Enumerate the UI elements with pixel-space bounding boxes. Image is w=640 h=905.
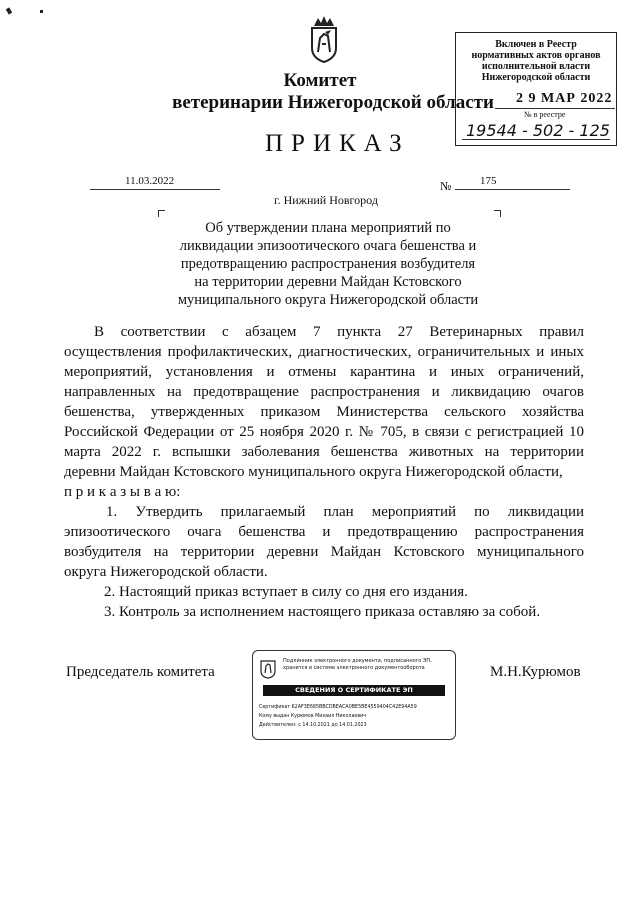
subject-line: Об утверждении плана мероприятий по xyxy=(205,220,451,236)
date-underline xyxy=(90,189,220,190)
item1-line: возбудителя на территории деревни Майдан Кстовского муниципального xyxy=(64,544,584,560)
e-signature-header-line: Подлинник электронного документа, подписанного ЭП, xyxy=(283,658,432,664)
scan-mark xyxy=(40,10,43,13)
subject-line: муниципального округа Нижегородской области xyxy=(177,292,479,308)
cert-validity: Действителен: с 14.10.2021 до 14.01.2023 xyxy=(259,723,367,728)
body-line: направленных на предотвращение распространения и ликвидацию очагов xyxy=(64,384,584,400)
item3: 3. Контроль за исполнением настоящего приказа оставляю за собой. xyxy=(104,604,541,620)
body-line: Российской Федерации от 25 ноября 2020 г. № 705, в связи с регистрацией 10 xyxy=(64,424,584,440)
number-label: № xyxy=(440,179,452,193)
stamp-reg-number: 19544 - 502 - 125 xyxy=(466,121,610,140)
bracket-right xyxy=(494,210,501,217)
stamp-date: 2 9 МАР 2022 xyxy=(516,91,613,106)
stamp-line4: Нижегородской области xyxy=(481,72,591,83)
number-underline xyxy=(455,189,570,190)
cert-owner: Кому выдан Курюмов Михаил Николаевич xyxy=(259,714,367,719)
coat-of-arms-icon xyxy=(304,14,344,64)
e-signature-stamp xyxy=(252,650,456,740)
e-signature-header xyxy=(283,658,451,672)
body-line: осуществления профилактических, диагностических, ограничительных и иных xyxy=(64,344,584,360)
item1-line: эпизоотического очага бешенства и предотвращению распространения xyxy=(64,524,584,540)
document-number: 175 xyxy=(480,175,497,187)
signer-position: Председатель комитета xyxy=(66,664,215,680)
stamp-line2: нормативных актов органов xyxy=(471,50,601,61)
org-name-line1: Комитет xyxy=(283,70,357,91)
scan-mark xyxy=(6,7,12,14)
body-line: мероприятий, установления и отмены карантина и иных ограничений, xyxy=(64,364,584,380)
document-subject xyxy=(160,219,496,309)
subject-line: ликвидации эпизоотического очага бешенства и xyxy=(179,238,477,254)
registry-stamp xyxy=(455,32,617,146)
e-signature-header-line: хранится в системе электронного документооборота xyxy=(283,665,425,671)
stamp-line3: исполнительной власти xyxy=(481,61,591,72)
stamp-underline xyxy=(462,139,610,140)
item1-line: 1. Утвердить прилагаемый план мероприятий по ликвидации xyxy=(106,504,584,520)
document-date: 11.03.2022 xyxy=(125,175,175,187)
item2: 2. Настоящий приказ вступает в силу со дня его издания. xyxy=(104,584,468,600)
body-line: бешенства, утвержденных приказом Министерства сельского хозяйства xyxy=(64,404,584,420)
stamp-reg-label: № в реестре xyxy=(524,110,566,119)
subject-line: на территории деревни Майдан Кстовского xyxy=(194,274,462,290)
document-city: г. Нижний Новгород xyxy=(274,193,378,207)
order-word: п р и к а з ы в а ю: xyxy=(64,484,181,500)
body-line: деревни Майдан Кстовского муниципального округа Нижегородской области, xyxy=(64,464,563,480)
subject-line: предотвращению распространения возбудителя xyxy=(180,256,476,272)
body-line: марта 2022 г. вспышки заболевания бешенства животных на территории xyxy=(64,444,584,460)
bracket-left xyxy=(158,210,165,217)
body-line: В соответствии с абзацем 7 пункта 27 Ветеринарных правил xyxy=(94,324,584,340)
org-name-line2: ветеринарии Нижегородской области xyxy=(172,92,494,113)
cert-number: Сертификат 62AF3E685BBCDBEACA0BE5BE4559404C42E94A59 xyxy=(259,705,417,710)
stamp-line1: Включен в Реестр xyxy=(495,39,577,50)
preamble-paragraph xyxy=(64,322,584,622)
item1-line: округа Нижегородской области. xyxy=(64,564,268,580)
document-title: ПРИКАЗ xyxy=(265,130,410,157)
e-signature-title: СВЕДЕНИЯ О СЕРТИФИКАТЕ ЭП xyxy=(263,685,445,696)
signer-name: М.Н.Курюмов xyxy=(490,664,581,680)
emblem-icon xyxy=(259,657,277,679)
